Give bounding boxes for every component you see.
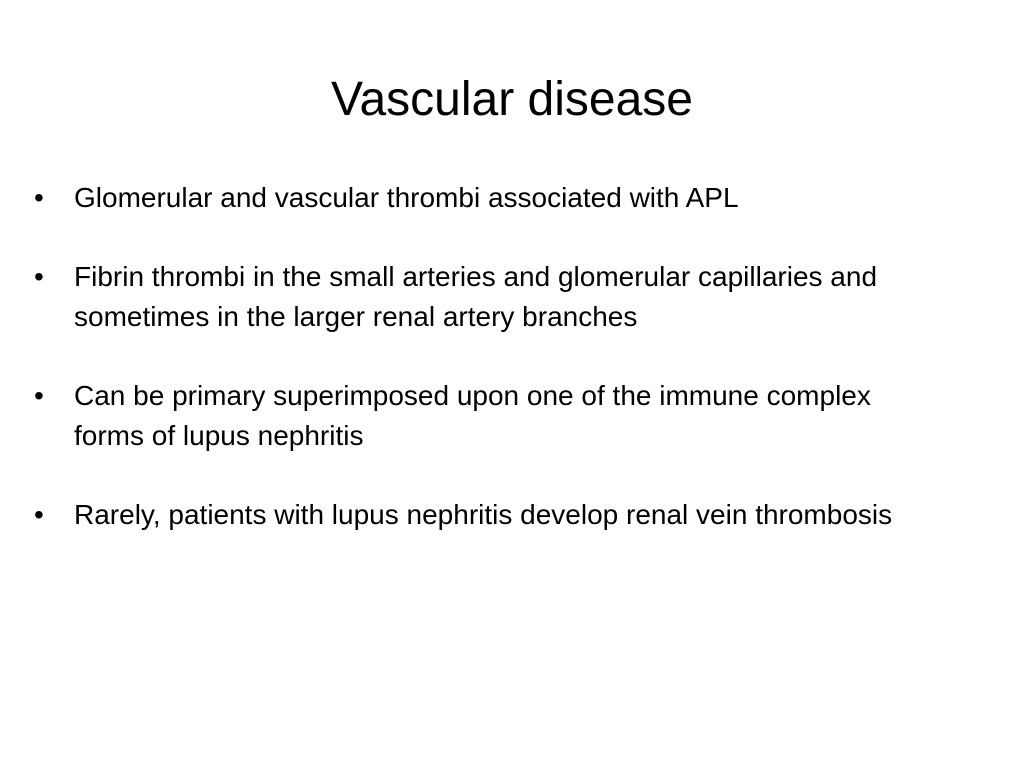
bullet-item-3: [34, 376, 934, 456]
bullet-text-1: Glomerular and vascular thrombi associated with APL: [74, 182, 739, 213]
bullet-icon: •: [34, 261, 44, 292]
bullet-text-3: Can be primary superimposed upon one of the immune complex forms of lupus nephritis: [74, 380, 871, 451]
bullet-list: [34, 178, 934, 535]
bullet-item-1: [34, 178, 934, 218]
bullet-text-4: Rarely, patients with lupus nephritis develop renal vein thrombosis: [74, 499, 893, 530]
bullet-item-4: [34, 495, 934, 535]
bullet-icon: •: [34, 182, 44, 213]
bullet-item-2: [34, 257, 934, 337]
bullet-icon: •: [34, 499, 44, 530]
bullet-text-2: Fibrin thrombi in the small arteries and glomerular capillaries and sometimes in the larger renal artery branches: [74, 261, 878, 332]
bullet-icon: •: [34, 380, 44, 411]
slide-title: Vascular disease: [331, 73, 693, 126]
